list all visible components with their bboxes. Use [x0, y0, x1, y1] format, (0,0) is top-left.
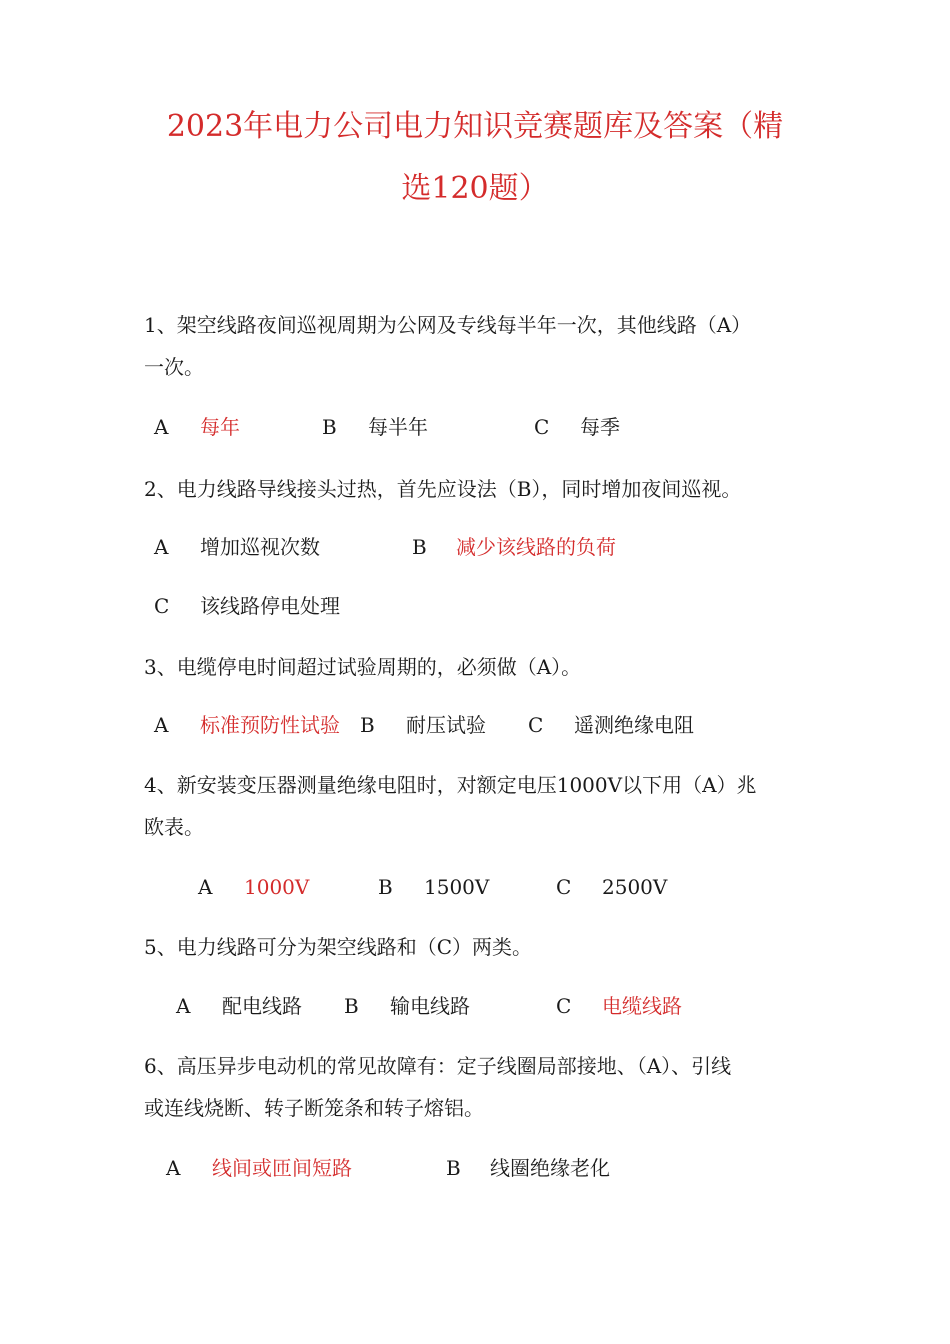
option-letter-c: C [556, 994, 572, 1018]
title-line-2: 选120题） [401, 171, 549, 206]
option-text: 输电线路 [390, 994, 470, 1018]
option-letter-a: A [154, 535, 169, 559]
option-letter-a: A [154, 415, 169, 439]
option-answer: 线间或匝间短路 [212, 1156, 352, 1180]
document-title [120, 96, 830, 220]
option-text: 遥测绝缘电阻 [574, 713, 694, 737]
question-4 [144, 764, 814, 848]
option-answer: 标准预防性试验 [200, 713, 340, 737]
question-6 [144, 1045, 814, 1129]
option-letter-b: B [360, 713, 375, 737]
question-text-line: 或连线烧断、转子断笼条和转子熔铝。 [144, 1096, 484, 1120]
question-text-line: 1、架空线路夜间巡视周期为公网及专线每半年一次，其他线路（A） [144, 313, 752, 337]
option-answer: 1000V [244, 875, 310, 899]
option-letter-a: A [166, 1156, 181, 1180]
option-answer: 每年 [200, 415, 240, 439]
option-text: 耐压试验 [406, 713, 486, 737]
option-text: 配电线路 [222, 994, 302, 1018]
question-1 [144, 304, 814, 388]
question-3 [144, 646, 814, 688]
question-text-line: 欧表。 [144, 815, 204, 839]
option-letter-c: C [534, 415, 550, 439]
option-letter-b: B [446, 1156, 461, 1180]
question-5 [144, 926, 814, 968]
option-text: 增加巡视次数 [200, 535, 320, 559]
question-2 [144, 468, 814, 510]
option-letter-c: C [556, 875, 572, 899]
question-text-line: 5、电力线路可分为架空线路和（C）两类。 [144, 935, 533, 959]
question-text-line: 3、电缆停电时间超过试验周期的，必须做（A）。 [144, 655, 582, 679]
option-letter-b: B [344, 994, 359, 1018]
question-text-line: 2、电力线路导线接头过热，首先应设法（B），同时增加夜间巡视。 [144, 477, 742, 501]
option-letter-b: B [322, 415, 337, 439]
question-text-line: 4、新安装变压器测量绝缘电阻时，对额定电压1000V以下用（A）兆 [144, 773, 757, 797]
option-letter-a: A [176, 994, 191, 1018]
option-answer: 减少该线路的负荷 [456, 535, 616, 559]
option-letter-c: C [528, 713, 544, 737]
option-letter-a: A [198, 875, 213, 899]
option-text: 线圈绝缘老化 [490, 1156, 610, 1180]
question-text-line: 6、高压异步电动机的常见故障有：定子线圈局部接地、（A）、引线 [144, 1054, 732, 1078]
option-answer: 电缆线路 [602, 994, 682, 1018]
option-letter-b: B [412, 535, 427, 559]
option-letter-b: B [378, 875, 393, 899]
option-text: 2500V [602, 875, 668, 899]
option-letter-c: C [154, 594, 170, 618]
title-line-1: 2023年电力公司电力知识竞赛题库及答案（精 [166, 109, 784, 144]
option-text: 该线路停电处理 [200, 594, 340, 618]
option-letter-a: A [154, 713, 169, 737]
question-text-line: 一次。 [144, 355, 204, 379]
option-text: 每半年 [368, 415, 428, 439]
option-text: 每季 [580, 415, 620, 439]
option-text: 1500V [424, 875, 490, 899]
